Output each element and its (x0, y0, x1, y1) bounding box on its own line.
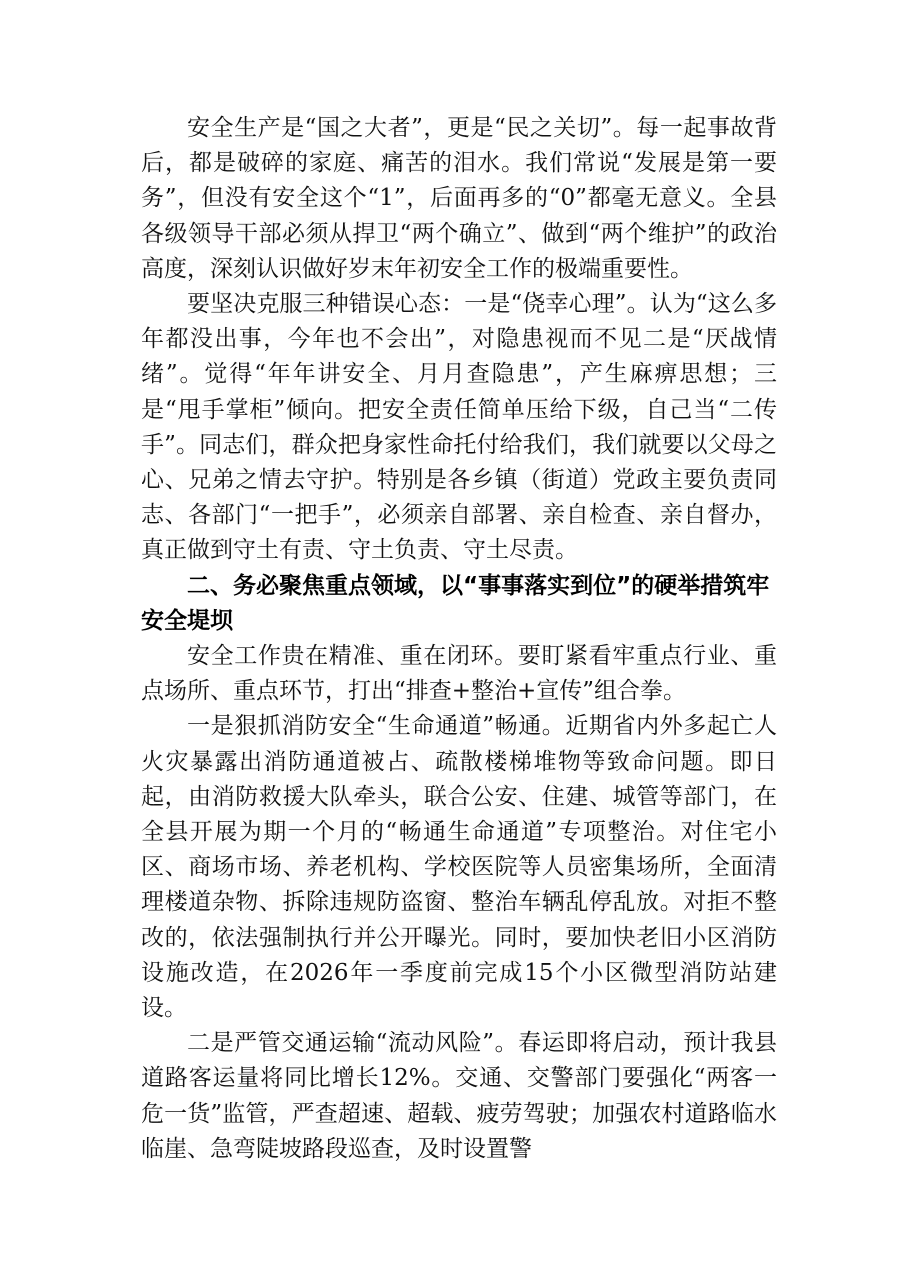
body-paragraph: 一是狠抓消防安全“生命通道”畅通。近期省内外多起亡人火灾暴露出消防通道被占、疏散楼梯堆物等致命问题。即日起，由消防救援大队牵头，联合公安、住建、城管等部门，在全县开展为期一个月的“畅通生命通道”专项整治。对住宅小区、商场市场、养老机构、学校医院等人员密集场所，全面清理楼道杂物、拆除违规防盗窗、整治车辆乱停乱放。对拒不整改的，依法强制执行并公开曝光。同时，要加快老旧小区消防设施改造，在2026年一季度前完成15个小区微型消防站建设。 (141, 713, 777, 1022)
body-paragraph: 二是严管交通运输“流动风险”。春运即将启动，预计我县道路客运量将同比增长12%。交通、交警部门要强化“两客一危一货”监管，严查超速、超载、疲劳驾驶；加强农村道路临水临崖、急弯陡坡路段巡查，及时设置警 (141, 1030, 777, 1162)
document-page (141, 111, 777, 1167)
body-paragraph: 安全生产是“国之大者”，更是“民之关切”。每一起事故背后，都是破碎的家庭、痛苦的泪水。我们常说“发展是第一要务”，但没有安全这个“1”，后面再多的“0”都毫无意义。全县各级领导干部必须从捍卫“两个确立”、做到“两个维护”的政治高度，深刻认识做好岁末年初安全工作的极端重要性。 (141, 115, 777, 282)
body-paragraph: 要坚决克服三种错误心态：一是“侥幸心理”。认为“这么多年都没出事，今年也不会出”，对隐患视而不见二是“厌战情绪”。觉得“年年讲安全、月月查隐患”，产生麻痹思想；三是“甩手掌柜”倾向。把安全责任简单压给下级，自己当“二传手”。同志们，群众把身家性命托付给我们，我们就要以父母之心、兄弟之情去守护。特别是各乡镇（街道）党政主要负责同志、各部门“一把手”，必须亲自部署、亲自检查、亲自督办，真正做到守土有责、守土负责、守土尽责。 (141, 291, 777, 564)
section-heading: 二、务必聚焦重点领域，以“事事落实到位”的硬举措筑牢安全堤坝 (141, 572, 770, 634)
body-paragraph: 安全工作贵在精准、重在闭环。要盯紧看牢重点行业、重点场所、重点环节，打出“排查+整治+宣传”组合拳。 (141, 643, 777, 705)
